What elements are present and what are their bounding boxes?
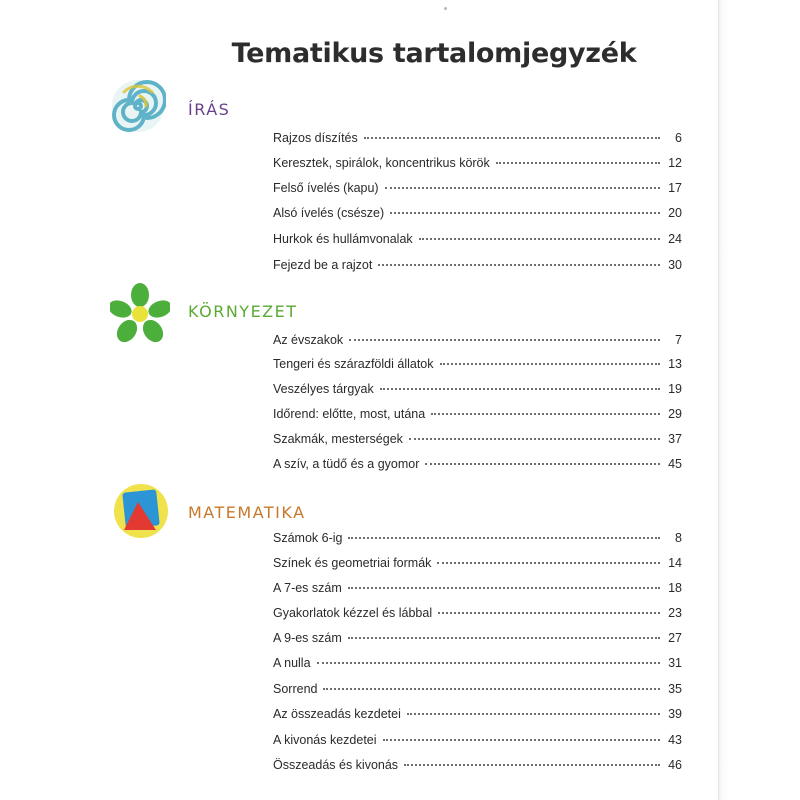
leader-dots: [378, 264, 660, 266]
leader-dots: [349, 339, 660, 341]
toc-entry-page: 19: [668, 382, 682, 396]
toc-entry-label: A nulla: [273, 656, 311, 670]
leader-dots: [383, 739, 660, 741]
toc-entry[interactable]: [273, 758, 682, 778]
toc-entry[interactable]: [273, 181, 682, 201]
toc-entry[interactable]: [273, 258, 682, 278]
toc-entry[interactable]: [273, 606, 682, 626]
toc-entry-label: Szakmák, mesterségek: [273, 432, 403, 446]
leader-dots: [440, 363, 661, 365]
toc-entry[interactable]: [273, 656, 682, 676]
leader-dots: [348, 637, 660, 639]
toc-entry-label: Gyakorlatok kézzel és lábbal: [273, 606, 433, 620]
toc-entry-page: 37: [668, 432, 682, 446]
spiral-icon: [110, 78, 166, 134]
toc-entry-label: Időrend: előtte, most, utána: [273, 407, 426, 421]
toc-entry-page: 6: [675, 131, 682, 145]
leader-dots: [404, 764, 660, 766]
toc-entry-label: A kivonás kezdetei: [273, 733, 377, 747]
toc-entry-label: Tengeri és szárazföldi állatok: [273, 357, 434, 371]
leader-dots: [409, 438, 660, 440]
toc-entry[interactable]: [273, 457, 682, 477]
toc-entry-page: 13: [668, 357, 682, 371]
toc-entry-page: 39: [668, 707, 682, 721]
toc-entry-page: 31: [668, 656, 682, 670]
toc-entry[interactable]: [273, 682, 682, 702]
toc-entry-page: 8: [675, 531, 682, 545]
toc-entry[interactable]: [273, 631, 682, 651]
toc-entry[interactable]: [273, 206, 682, 226]
leader-dots: [348, 537, 660, 539]
section-heading-iras: ÍRÁS: [188, 100, 231, 119]
leader-dots: [317, 662, 660, 664]
toc-entry[interactable]: [273, 531, 682, 551]
toc-entry-page: 24: [668, 232, 682, 246]
leader-dots: [425, 463, 660, 465]
toc-entry-page: 7: [675, 333, 682, 347]
leader-dots: [380, 388, 660, 390]
toc-entry-page: 43: [668, 733, 682, 747]
toc-entry-page: 17: [668, 181, 682, 195]
toc-entry-page: 45: [668, 457, 682, 471]
toc-entry[interactable]: [273, 333, 682, 353]
toc-entry[interactable]: [273, 407, 682, 427]
toc-entry[interactable]: [273, 156, 682, 176]
toc-entry-label: Keresztek, spirálok, koncentrikus körök: [273, 156, 490, 170]
toc-entry-label: Sorrend: [273, 682, 318, 696]
toc-entry-page: 18: [668, 581, 682, 595]
toc-entry[interactable]: [273, 357, 682, 377]
page-edge: [718, 0, 800, 800]
toc-entry-page: 30: [668, 258, 682, 272]
toc-entry-label: Számok 6-ig: [273, 531, 343, 545]
leader-dots: [348, 587, 660, 589]
toc-entry[interactable]: [273, 432, 682, 452]
toc-entry[interactable]: [273, 581, 682, 601]
toc-entry-label: Színek és geometriai formák: [273, 556, 432, 570]
section-heading-matematika: MATEMATIKA: [188, 503, 306, 522]
leader-dots: [431, 413, 660, 415]
toc-entry-page: 20: [668, 206, 682, 220]
section-heading-kornyezet: KÖRNYEZET: [188, 302, 298, 321]
page-mark: [444, 7, 447, 10]
toc-entry-label: Veszélyes tárgyak: [273, 382, 374, 396]
leader-dots: [496, 162, 660, 164]
toc-entry[interactable]: [273, 707, 682, 727]
leader-dots: [437, 562, 660, 564]
leader-dots: [390, 212, 660, 214]
toc-entry-label: Az évszakok: [273, 333, 344, 347]
toc-entry-page: 14: [668, 556, 682, 570]
toc-entry[interactable]: [273, 131, 682, 151]
leader-dots: [438, 612, 660, 614]
toc-entry-page: 27: [668, 631, 682, 645]
toc-entry-page: 46: [668, 758, 682, 772]
toc-entry-label: Az összeadás kezdetei: [273, 707, 401, 721]
toc-entry-page: 35: [668, 682, 682, 696]
toc-entry[interactable]: [273, 232, 682, 252]
geometric-shapes-icon: [112, 482, 170, 540]
page-title: Tematikus tartalomjegyzék: [231, 38, 637, 69]
leader-dots: [419, 238, 660, 240]
toc-entry-page: 23: [668, 606, 682, 620]
toc-entry[interactable]: [273, 382, 682, 402]
toc-entry-label: Rajzos díszítés: [273, 131, 358, 145]
toc-entry-page: 12: [668, 156, 682, 170]
toc-entry-label: Összeadás és kivonás: [273, 758, 399, 772]
toc-entry-label: Alsó ívelés (csésze): [273, 206, 385, 220]
toc-entry-label: A 7-es szám: [273, 581, 342, 595]
toc-entry[interactable]: [273, 733, 682, 753]
toc-entry[interactable]: [273, 556, 682, 576]
leader-dots: [364, 137, 660, 139]
toc-entry-label: Felső ívelés (kapu): [273, 181, 379, 195]
leader-dots: [407, 713, 660, 715]
toc-entry-label: A 9-es szám: [273, 631, 342, 645]
toc-entry-label: Fejezd be a rajzot: [273, 258, 373, 272]
toc-entry-label: A szív, a tüdő és a gyomor: [273, 457, 420, 471]
flower-icon: [110, 283, 170, 345]
leader-dots: [323, 688, 660, 690]
leader-dots: [385, 187, 660, 189]
toc-entry-label: Hurkok és hullámvonalak: [273, 232, 413, 246]
toc-entry-page: 29: [668, 407, 682, 421]
